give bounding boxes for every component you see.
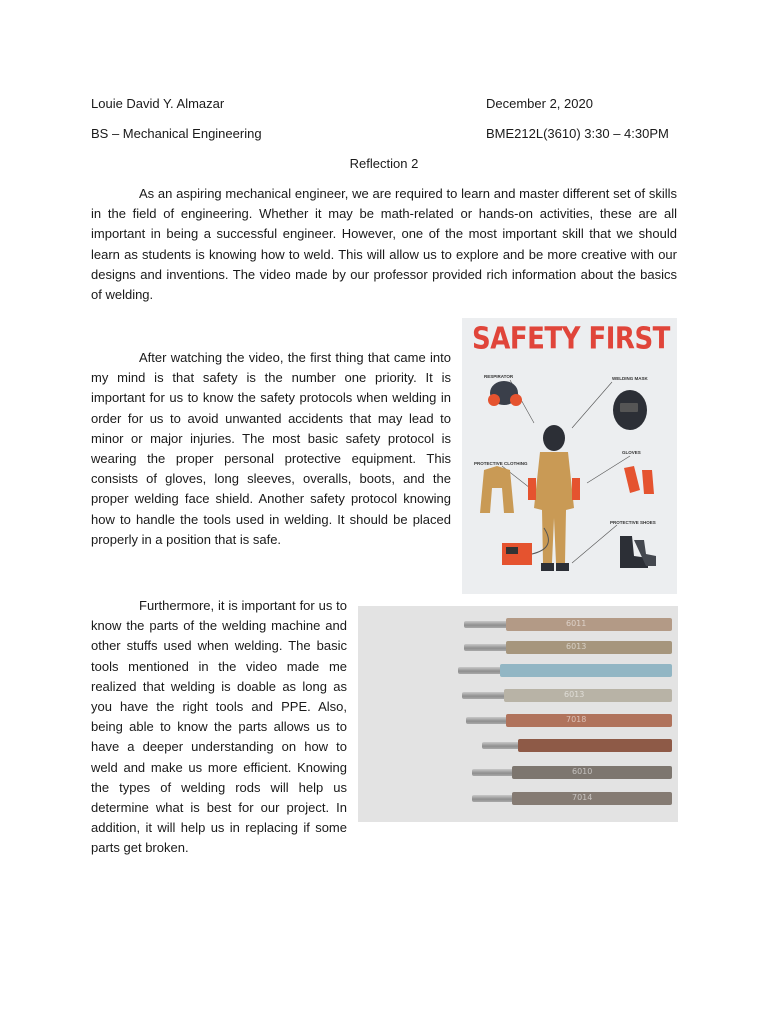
welding-rod	[466, 714, 672, 727]
rod-core	[458, 667, 504, 674]
respirator-icon	[488, 381, 522, 406]
welding-rods-photo	[358, 606, 678, 822]
rod-core	[464, 644, 510, 651]
ppe-drawing	[462, 318, 677, 594]
rod-code-label: 6010	[572, 767, 593, 776]
rod-core	[462, 692, 508, 699]
label-protective-shoes: PROTECTIVE SHOES	[610, 520, 656, 525]
rod-flux-coating	[500, 664, 672, 677]
gloves-icon	[624, 466, 654, 494]
rod-flux-coating	[504, 689, 672, 702]
welding-rod	[472, 766, 672, 779]
rod-flux-coating	[506, 714, 672, 727]
label-welding-mask: WELDING MASK	[612, 376, 648, 381]
rod-code-label: 6013	[564, 690, 585, 699]
welding-rod	[464, 618, 672, 631]
paragraph-intro	[91, 184, 677, 305]
paragraph-safety	[91, 348, 451, 550]
welding-rod	[472, 792, 672, 805]
label-respirator: RESPIRATOR	[484, 374, 514, 379]
rod-core	[464, 621, 510, 628]
rod-code-label: 7018	[566, 715, 587, 724]
welding-rod	[482, 739, 672, 752]
boots-icon	[620, 536, 656, 568]
welder-figure-icon	[528, 425, 580, 571]
program-name: BS – Mechanical Engineering	[91, 126, 262, 141]
paragraph-safety-text: After watching the video, the first thing that came into my mind is that safety is the number one priority. It is important for us to know the safety protocols when welding in order for us to avoid unwanted accidents that may lead to minor or major injuries. The most basic safety protocol is wearing the proper personal protective equipment. This consists of gloves, long sleeves, overalls, boots, and the proper welding face shield. Another safety protocol knowing how to handle the tools used in welding. It should be placed properly in a position that is safe.	[91, 350, 451, 547]
label-gloves: GLOVES	[622, 450, 641, 455]
welding-machine-icon	[502, 528, 548, 565]
rod-flux-coating	[506, 641, 672, 654]
author-name: Louie David Y. Almazar	[91, 96, 225, 111]
rod-flux-coating	[506, 618, 672, 631]
rod-core	[472, 769, 516, 776]
rod-code-label: 7014	[572, 793, 593, 802]
welding-mask-icon	[613, 390, 647, 430]
welding-rod	[462, 689, 672, 702]
document-date: December 2, 2020	[486, 96, 593, 111]
jacket-icon	[480, 466, 514, 513]
rod-core	[482, 742, 522, 749]
label-protective-clothing: PROTECTIVE CLOTHING	[474, 461, 528, 466]
document-title: Reflection 2	[349, 156, 419, 171]
paragraph-intro-text: As an aspiring mechanical engineer, we are required to learn and master different set of skills in the field of engineering. Whether it may be math-related or hands-on activities, these are all important in being a successful engineer. However, one of the most important skill that we should learn as students is knowing how to weld. This will allow us to explore and be more creative with our designs and inventions. The video made by our professor provided rich information about the basics of welding.	[91, 186, 677, 303]
welding-rod	[464, 641, 672, 654]
safety-first-illustration	[462, 318, 677, 594]
rod-core	[472, 795, 516, 802]
welding-rod	[458, 664, 672, 677]
rod-code-label: 6013	[566, 642, 587, 651]
course-schedule: BME212L(3610) 3:30 – 4:30PM	[486, 126, 669, 141]
safety-headline: SAFETY FIRST	[472, 322, 670, 357]
paragraph-tools	[91, 596, 347, 859]
rod-flux-coating	[518, 739, 672, 752]
rod-code-label: 6011	[566, 619, 587, 628]
paragraph-tools-text: Furthermore, it is important for us to know the parts of the welding machine and other stuffs used when welding. The basic tools mentioned in the video made me realized that welding is doable as long as you have the right tools and PPE. Also, being able to know the parts allows us to have a deeper understanding on how to weld and make us more efficient. Knowing the types of welding rods will help us determine what is best for our project. In addition, it will help us in replacing if some parts get broken.	[91, 598, 347, 856]
rod-core	[466, 717, 510, 724]
